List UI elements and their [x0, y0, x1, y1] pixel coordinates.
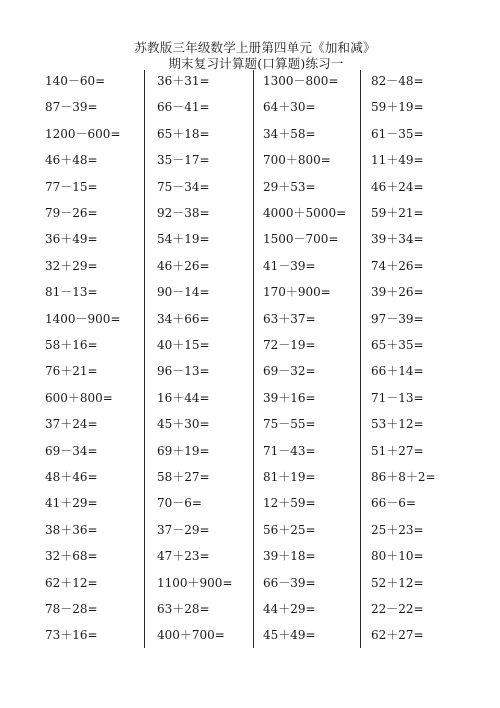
math-problem: 600＋800= [45, 390, 113, 405]
math-problem: 4000＋5000= [263, 206, 347, 220]
math-problem: 58＋16= [45, 338, 98, 352]
math-problem: 56＋25= [263, 522, 316, 537]
math-problem: 61－35= [371, 126, 424, 141]
math-problem: 75－34= [157, 179, 210, 194]
math-problem: 39＋34= [371, 232, 424, 247]
column-divider [144, 70, 145, 648]
math-problem: 41－39= [263, 258, 316, 273]
math-problem: 1100＋900= [157, 575, 233, 590]
math-problem: 16＋44= [157, 390, 210, 405]
math-problem: 34＋66= [157, 311, 210, 326]
math-problem: 34＋58= [263, 126, 316, 141]
math-problem: 92－38= [157, 206, 210, 220]
math-problem: 82－48= [371, 74, 424, 88]
math-problem: 54＋19= [157, 232, 210, 247]
math-problem: 140－60= [45, 74, 106, 88]
math-problem: 45＋30= [157, 417, 210, 432]
math-problem: 400＋700= [157, 628, 225, 643]
math-problem: 29＋53= [263, 179, 316, 194]
math-problem: 65＋18= [157, 126, 210, 141]
math-problem: 700＋800= [263, 153, 331, 168]
problem-grid [40, 70, 480, 650]
math-problem: 97－39= [371, 311, 424, 326]
math-problem: 53＋12= [371, 417, 424, 432]
math-problem: 41＋29= [45, 496, 98, 511]
math-problem: 39＋16= [263, 390, 316, 405]
math-problem: 51＋27= [371, 443, 424, 458]
worksheet-title: 苏教版三年级数学上册第四单元《加和减》 [134, 40, 376, 55]
math-problem: 46＋24= [371, 179, 424, 194]
math-problem: 66－39= [263, 575, 316, 590]
math-problem: 76＋21= [45, 364, 98, 379]
math-problem: 65＋35= [371, 338, 424, 352]
math-problem: 22－22= [371, 602, 424, 616]
math-problem: 45＋49= [263, 628, 316, 643]
math-problem: 66－6= [371, 496, 416, 511]
math-problem: 35－17= [157, 153, 210, 168]
math-problem: 46＋26= [157, 258, 210, 273]
problem-column-1 [40, 70, 144, 650]
math-problem: 52＋12= [371, 575, 424, 590]
math-problem: 32＋29= [45, 258, 98, 273]
math-problem: 96－13= [157, 364, 210, 379]
math-problem: 47＋23= [157, 549, 210, 564]
math-problem: 64＋30= [263, 100, 316, 115]
math-problem: 81－13= [45, 285, 98, 300]
worksheet-subtitle: 期末复习计算题(口算题)练习一 [168, 56, 344, 71]
math-problem: 39＋26= [371, 285, 424, 300]
math-problem: 25＋23= [371, 522, 424, 537]
math-problem: 74＋26= [371, 258, 424, 273]
problem-column-4 [366, 70, 476, 650]
worksheet-header [0, 40, 500, 72]
math-problem: 58＋27= [157, 470, 210, 484]
math-problem: 87－39= [45, 100, 98, 115]
math-problem: 36＋49= [45, 232, 98, 247]
math-problem: 66－41= [157, 100, 210, 115]
math-problem: 170＋900= [263, 285, 331, 300]
math-problem: 69－32= [263, 364, 316, 379]
math-problem: 81＋19= [263, 470, 316, 484]
math-problem: 37－29= [157, 522, 210, 537]
math-problem: 1500－700= [263, 232, 339, 247]
math-problem: 1400－900= [45, 311, 121, 326]
math-problem: 44＋29= [263, 602, 316, 616]
math-problem: 39＋18= [263, 549, 316, 564]
math-problem: 69－34= [45, 443, 98, 458]
math-problem: 46＋48= [45, 153, 98, 168]
math-problem: 32＋68= [45, 549, 98, 564]
math-problem: 70－6= [157, 496, 202, 511]
problem-column-3 [258, 70, 358, 650]
math-problem: 48＋46= [45, 470, 98, 484]
math-problem: 71－43= [263, 443, 316, 458]
math-problem: 1200－600= [45, 126, 121, 141]
math-problem: 63＋28= [157, 602, 210, 616]
math-problem: 1300－800= [263, 74, 339, 88]
math-problem: 66＋14= [371, 364, 424, 379]
math-problem: 86＋8＋2= [371, 470, 436, 484]
math-problem: 72－19= [263, 338, 316, 352]
column-divider [360, 70, 361, 648]
column-divider [253, 70, 254, 648]
math-problem: 37＋24= [45, 417, 98, 432]
math-problem: 90－14= [157, 285, 210, 300]
math-problem: 62＋27= [371, 628, 424, 643]
problem-column-2 [152, 70, 250, 650]
math-problem: 12＋59= [263, 496, 316, 511]
math-problem: 73＋16= [45, 628, 98, 643]
math-problem: 71－13= [371, 390, 424, 405]
math-problem: 78－28= [45, 602, 98, 616]
math-problem: 36＋31= [157, 74, 210, 88]
math-problem: 77－15= [45, 179, 98, 194]
math-problem: 79－26= [45, 206, 98, 220]
math-problem: 40＋15= [157, 338, 210, 352]
math-problem: 59＋19= [371, 100, 424, 115]
math-problem: 59＋21= [371, 206, 424, 220]
math-problem: 69＋19= [157, 443, 210, 458]
math-problem: 63＋37= [263, 311, 316, 326]
math-problem: 38＋36= [45, 522, 98, 537]
math-problem: 80＋10= [371, 549, 424, 564]
math-problem: 62＋12= [45, 575, 98, 590]
math-problem: 11＋49= [371, 153, 424, 168]
math-problem: 75－55= [263, 417, 316, 432]
